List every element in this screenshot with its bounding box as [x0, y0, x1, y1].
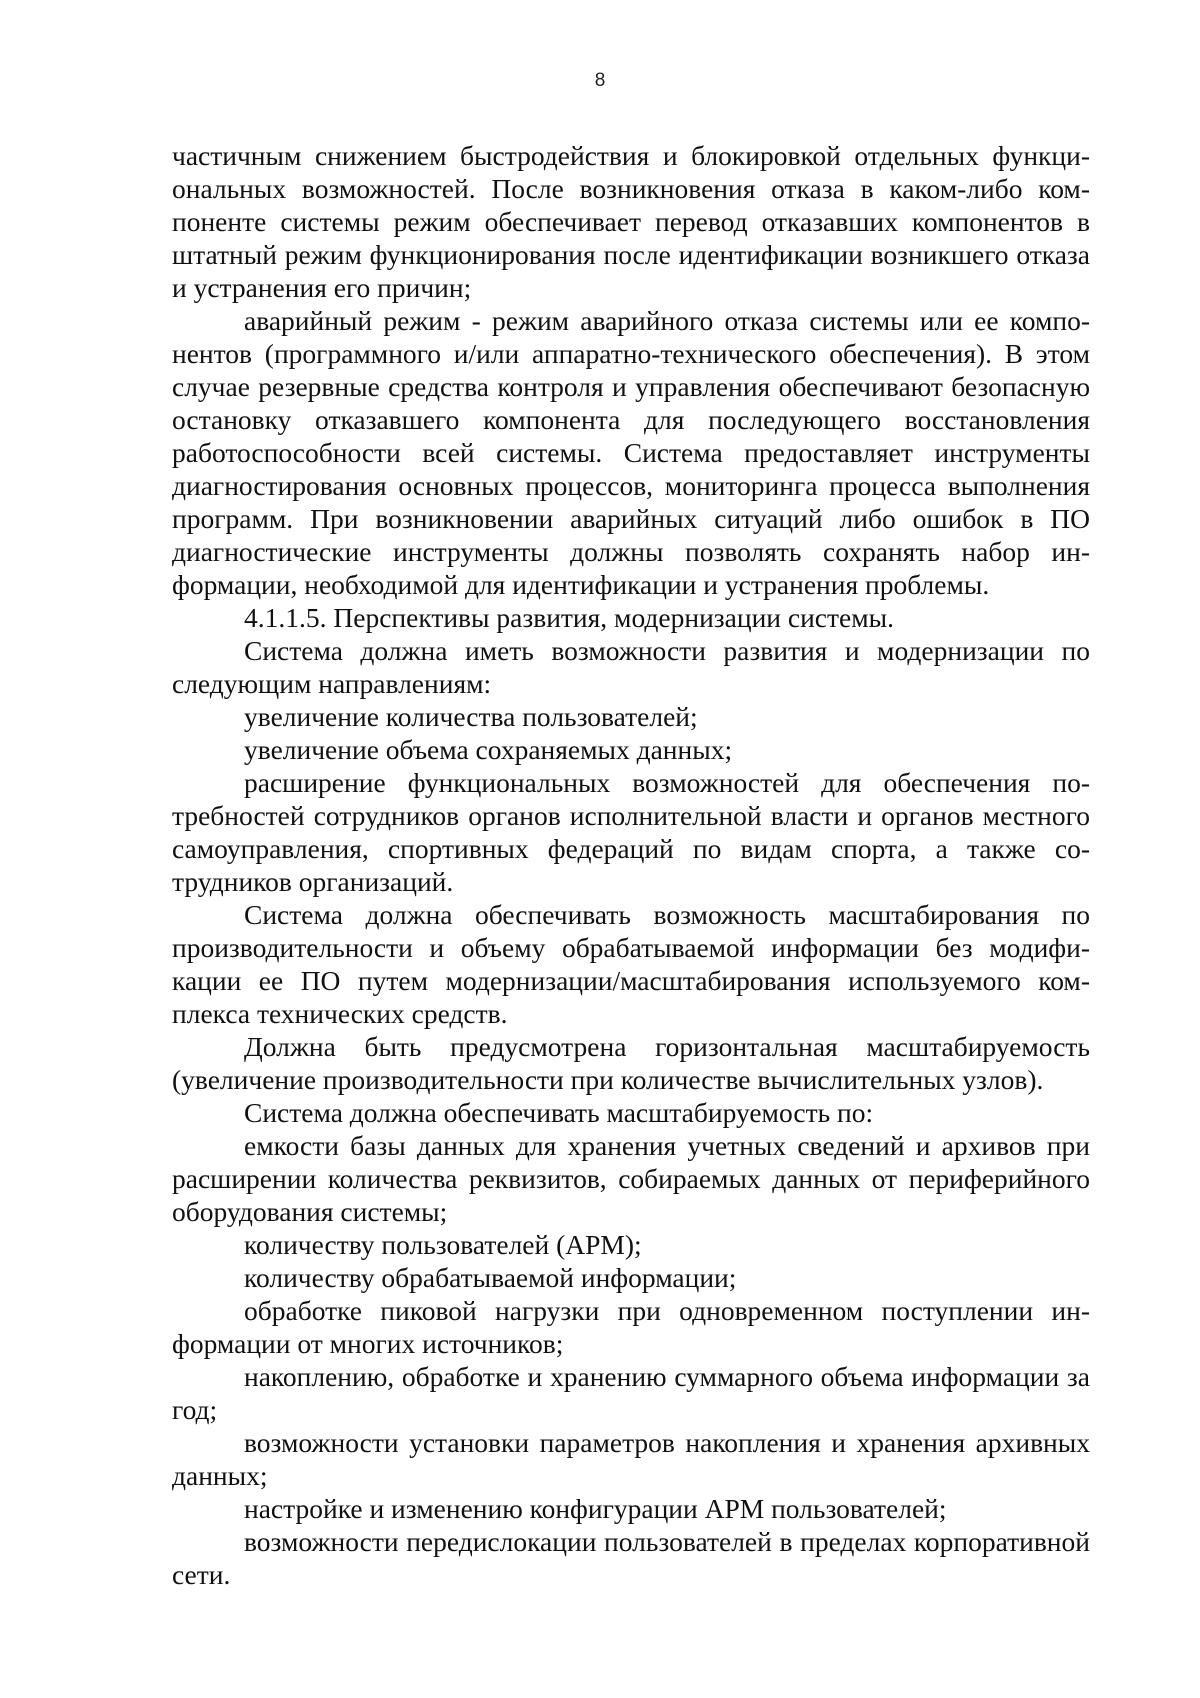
- list-item: количеству обрабатываемой информации;: [244, 1262, 737, 1293]
- list-item: увеличение количества пользователей;: [244, 701, 698, 732]
- list-item: расширение функциональных возможностей для обеспечения потребностей сотрудников органов исполнительной власти и органов местного самоуправления, спортивных федераций по видам спорта, а также сотрудников организаций.: [172, 767, 1090, 897]
- list-item: возможности передислокации пользователей в пределах корпоративной сети.: [172, 1526, 1090, 1590]
- page-number: 8: [594, 70, 606, 91]
- list-item: обработке пиковой нагрузки при одновременном поступлении информации от многих источников;: [172, 1295, 1090, 1359]
- paragraph: частичным снижением быстродействия и блокировкой отдельных функциональных возможностей. После возникновения отказа в каком-либо компоненте системы режим обеспечивает перевод отказавших компонентов в штатный режим функционирования после идентификации возникшего отказа и устранения его причин;: [172, 140, 1090, 303]
- paragraph: Система должна обеспечивать масштабируемость по:: [244, 1097, 874, 1128]
- list-item: увеличение объема сохраняемых данных;: [244, 734, 733, 765]
- paragraph: Система должна обеспечивать возможность масштабирования по производительности и объему обрабатываемой информации без модификации ее ПО путем модернизации/масштабирования используемого комплекса технических средств.: [172, 899, 1090, 1029]
- document-body: [172, 139, 1090, 1591]
- paragraph: Система должна иметь возможности развития и модернизации по следующим направлениям:: [172, 635, 1090, 699]
- paragraph: аварийный режим - режим аварийного отказа системы или ее компонентов (программного и/или аппаратно-технического обеспечения). В этом случае резервные средства контроля и управления обеспечивают безопасную остановку отказавшего компонента для последующего восстановления работоспособности всей системы. Система предоставляет инструменты диагностирования основных процессов, мониторинга процесса выполнения программ. При возникновении аварийных ситуаций либо ошибок в ПО диагностические инструменты должны позволять сохранять набор информации, необходимой для идентификации и устранения проблемы.: [172, 305, 1090, 600]
- list-item: настройке и изменению конфигурации АРМ пользователей;: [244, 1493, 947, 1524]
- list-item: накоплению, обработке и хранению суммарного объема информации за год;: [172, 1361, 1090, 1425]
- list-item: количеству пользователей (АРМ);: [244, 1229, 642, 1260]
- section-heading: 4.1.1.5. Перспективы развития, модернизации системы.: [244, 602, 894, 633]
- paragraph: Должна быть предусмотрена горизонтальная масштабируемость (увеличение производительности при количестве вычислительных узлов).: [172, 1031, 1090, 1095]
- list-item: возможности установки параметров накопления и хранения архивных данных;: [172, 1427, 1090, 1491]
- list-item: емкости базы данных для хранения учетных сведений и архивов при расширении количества реквизитов, собираемых данных от периферийного оборудования системы;: [172, 1130, 1090, 1227]
